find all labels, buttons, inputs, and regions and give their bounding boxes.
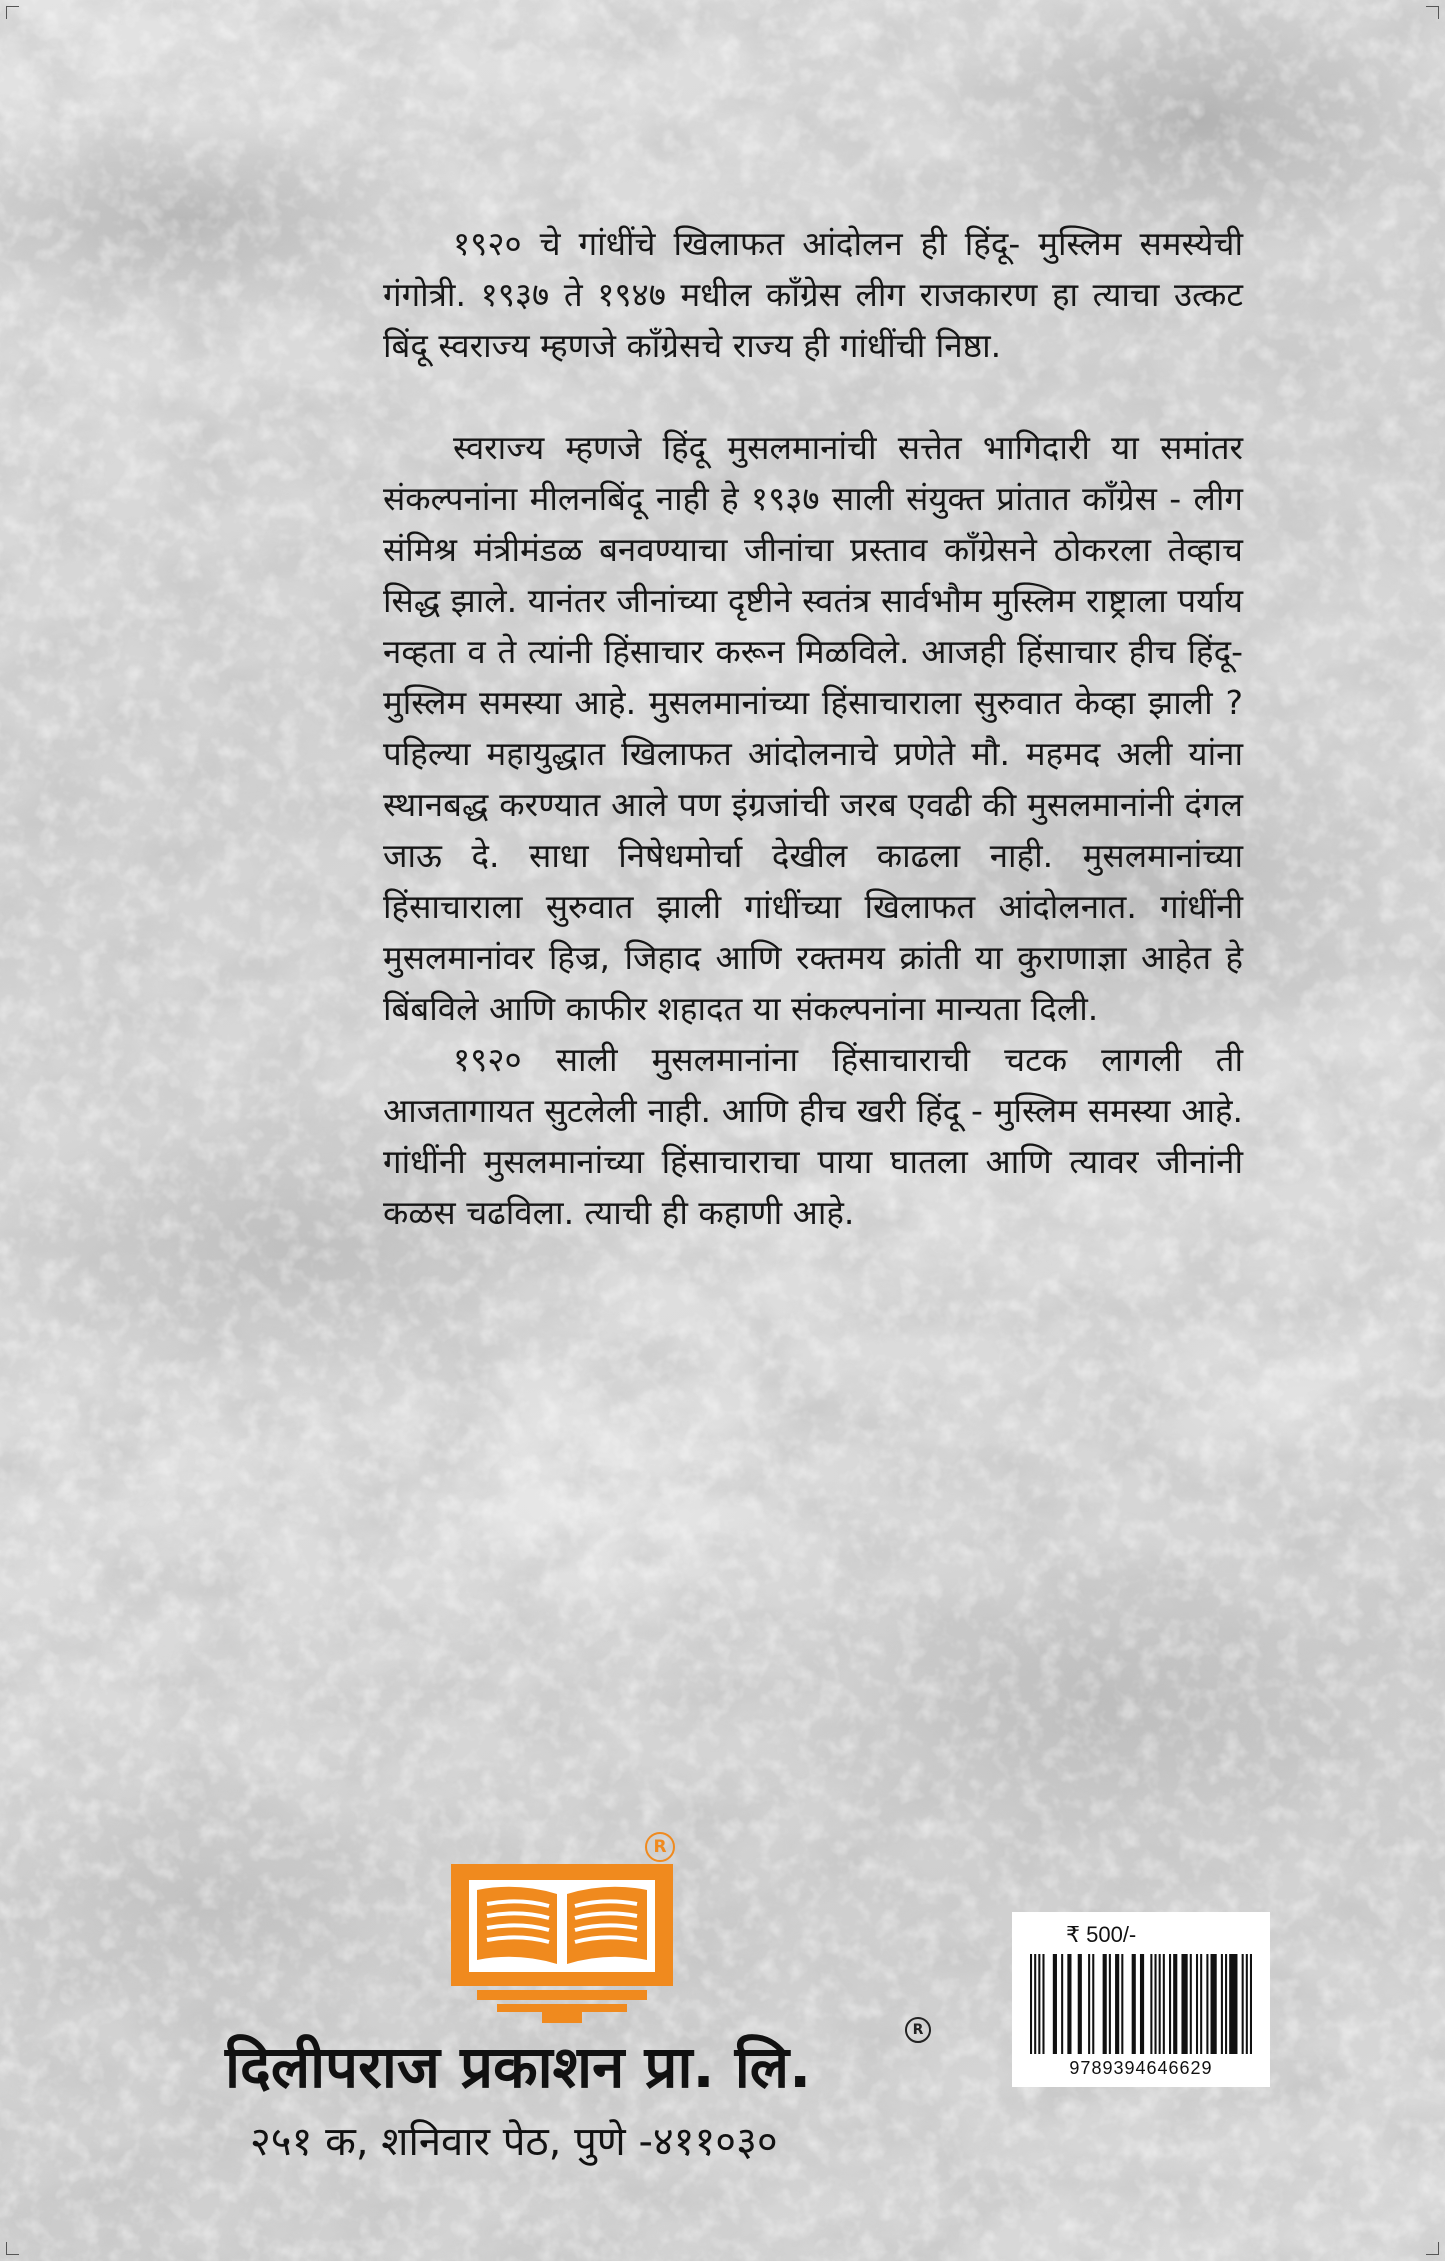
crop-mark-bottom-left	[6, 2242, 19, 2255]
barcode-bar	[1067, 1954, 1071, 2054]
barcode-bar	[1150, 1954, 1152, 2054]
barcode-bar	[1242, 1954, 1244, 2054]
barcode-bar	[1181, 1954, 1187, 2054]
barcode-bar	[1103, 1954, 1107, 2054]
barcode-bar	[1121, 1954, 1123, 2054]
barcode-bar	[1109, 1954, 1111, 2054]
barcode-bar	[1246, 1954, 1248, 2054]
barcode-bar	[1250, 1954, 1252, 2054]
publisher-name: दिलीपराज प्रकाशन प्रा. लि.	[225, 2033, 812, 2101]
publisher-address: २५१ क, शनिवार पेठ, पुणे -४११०३०	[250, 2119, 778, 2165]
registered-mark-logo: R	[645, 1832, 675, 1862]
barcode-bar	[1088, 1954, 1090, 2054]
barcode-bar	[1078, 1954, 1082, 2054]
price-label: ₹ 500/-	[1066, 1922, 1137, 1947]
crop-mark-top-right	[1426, 6, 1439, 19]
barcode-bar	[1092, 1954, 1094, 2054]
isbn-number: 9789394646629	[1069, 2058, 1213, 2078]
barcode-bar	[1038, 1954, 1040, 2054]
open-book-icon	[447, 1860, 677, 2025]
barcode-bar	[1225, 1954, 1227, 2054]
barcode-bar	[1169, 1954, 1171, 2054]
barcode-bar	[1154, 1954, 1156, 2054]
barcode-bar	[1140, 1954, 1144, 2054]
barcode-bar	[1034, 1954, 1036, 2054]
barcode-bar	[1173, 1954, 1177, 2054]
barcode-bar	[1159, 1954, 1161, 2054]
barcode-bar	[1211, 1954, 1217, 2054]
barcode-bar	[1061, 1954, 1063, 2054]
barcode-bar	[1132, 1954, 1136, 2054]
back-cover-blurb	[383, 218, 1243, 1238]
barcode-bar	[1190, 1954, 1192, 2054]
barcode-bar	[1030, 1954, 1032, 2054]
barcode-bar	[1163, 1954, 1165, 2054]
blurb-paragraph-2: स्वराज्य म्हणजे हिंदू मुसलमानांची सत्तेत भागिदारी या समांतर संकल्पनांना मीलनबिंदू नाही हे १९३७ साली संयुक्त प्रांतात काँग्रेस - लीग संमिश्र मंत्रीमंडळ बनवण्याचा जीनांचा प्रस्ताव काँग्रेसने ठोकरला तेव्हाच सिद्ध झाले. यानंतर जीनांच्या दृष्टीने स्वतंत्र सार्वभौम मुस्लिम राष्ट्राला पर्याय नव्हता व ते त्यांनी हिंसाचार करून मिळविले. आजही हिंसाचार हीच हिंदू- मुस्लिम समस्या आहे. मुसलमानांच्या हिंसाचाराला सुरुवात केव्हा झाली ? पहिल्या महायुद्धात खिलाफत आंदोलनाचे प्रणेते मौ. महमद अली यांना स्थानबद्ध करण्यात आले पण इंग्रजांची जरब एवढी की मुसलमानांनी दंगल जाऊ दे. साधा निषेधमोर्चा देखील काढला नाही. मुसलमानांच्या हिंसाचाराला सुरुवात झाली गांधींच्या खिलाफत आंदोलनात. गांधींनी मुसलमानांवर हिज्र, जिहाद आणि रक्तमय क्रांती या कुराणाज्ञा आहेत हे बिंबविले आणि काफीर शहादत या संकल्पनांना मान्यता दिली.	[383, 428, 1243, 1028]
barcode-bar	[1042, 1954, 1044, 2054]
barcode-bar	[1200, 1954, 1202, 2054]
blurb-paragraph-1: १९२० चे गांधींचे खिलाफत आंदोलन ही हिंदू- मुस्लिम समस्येची गंगोत्री. १९३७ ते १९४७ मधील काँग्रेस लीग राजकारण हा त्याचा उत्कट बिंदू स्वराज्य म्हणजे काँग्रेसचे राज्य ही गांधींची निष्ठा.	[383, 224, 1243, 365]
barcode-bar	[1221, 1954, 1223, 2054]
registered-mark-name: R	[905, 2017, 931, 2043]
barcode-bar	[1206, 1954, 1208, 2054]
barcode-bar	[1115, 1954, 1119, 2054]
barcode-bar	[1196, 1954, 1198, 2054]
barcode-icon	[1026, 1954, 1256, 2054]
barcode-bar	[1053, 1954, 1057, 2054]
blurb-paragraph-3: १९२० साली मुसलमानांना हिंसाचाराची चटक लागली ती आजतागायत सुटलेली नाही. आणि हीच खरी हिंदू - मुस्लिम समस्या आहे. गांधींनी मुसलमानांच्या हिंसाचाराचा पाया घातला आणि त्यावर जीनांनी कळस चढविला. त्याची ही कहाणी आहे.	[383, 1040, 1243, 1232]
crop-mark-bottom-right	[1426, 2242, 1439, 2255]
price-barcode-panel	[1012, 1912, 1270, 2087]
barcode-bar	[1229, 1954, 1237, 2054]
crop-mark-top-left	[6, 6, 19, 19]
